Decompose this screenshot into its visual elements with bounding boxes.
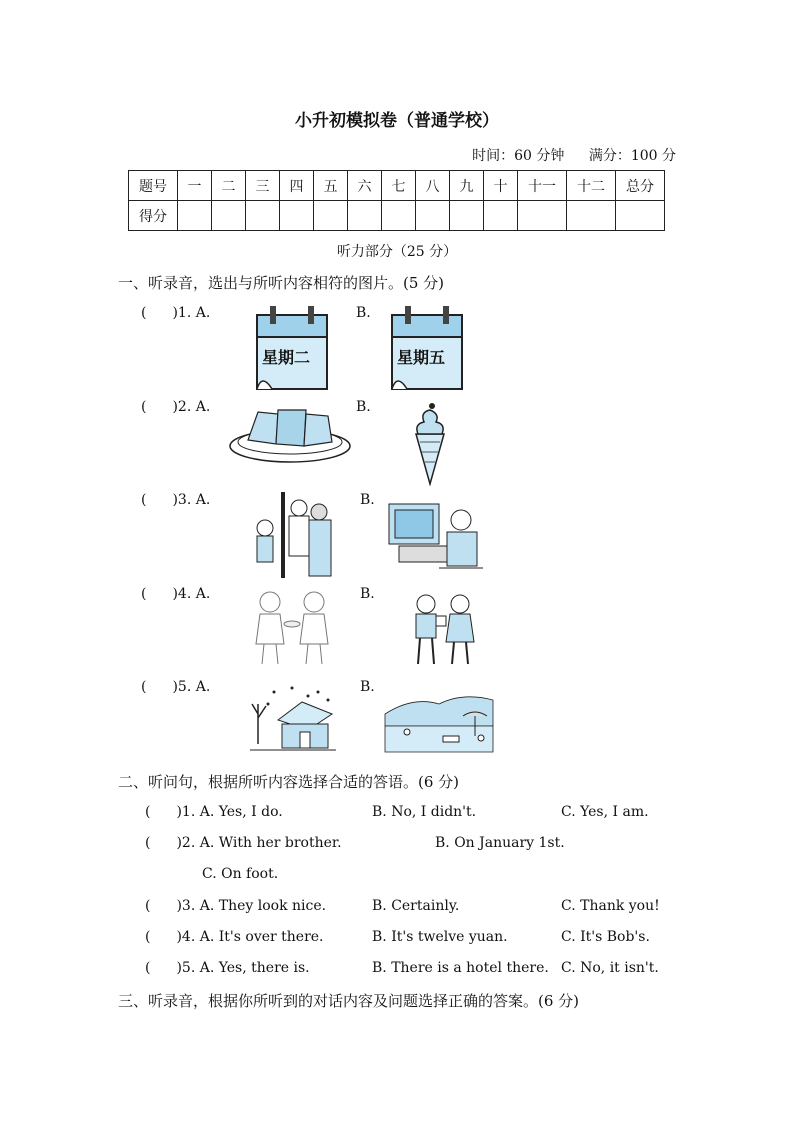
part1-q2: ( )2. A. — [141, 399, 211, 415]
page-title: 小升初模拟卷（普通学校） — [295, 111, 499, 131]
part1-q4-b: B. — [360, 586, 375, 602]
full-score: 满分：100 分 — [588, 148, 676, 164]
score-table-score-row — [129, 201, 665, 231]
score-cell[interactable] — [314, 201, 348, 231]
score-cell[interactable] — [348, 201, 382, 231]
score-col: 九 — [450, 171, 484, 201]
score-cell[interactable] — [416, 201, 450, 231]
score-col: 一 — [178, 171, 212, 201]
part2-q1-c: C. Yes, I am. — [561, 804, 649, 820]
score-row-label: 得分 — [129, 201, 178, 231]
score-col: 五 — [314, 171, 348, 201]
score-col: 十二 — [567, 171, 616, 201]
part1-q2-b: B. — [356, 399, 371, 415]
score-cell[interactable] — [616, 201, 665, 231]
time-limit: 时间：60 分钟 — [472, 148, 565, 164]
score-cell[interactable] — [178, 201, 212, 231]
part2-q5-b: B. There is a hotel there. — [372, 960, 549, 976]
score-col: 三 — [246, 171, 280, 201]
score-col: 七 — [382, 171, 416, 201]
part1-q1: ( )1. A. — [141, 305, 211, 321]
part1-q1-b: B. — [356, 305, 371, 321]
part2-q1-b: B. No, I didn't. — [372, 804, 477, 820]
girl-watching-tv-picture — [385, 502, 485, 576]
part2-q3-c: C. Thank you! — [561, 898, 660, 914]
part2-q3-b: B. Certainly. — [372, 898, 460, 914]
part3-title: 三、听录音，根据你所听到的对话内容及问题选择正确的答案。(6 分) — [118, 992, 580, 1010]
score-col: 十一 — [518, 171, 567, 201]
part2-title: 二、听问句，根据所听内容选择合适的答语。(6 分) — [118, 773, 460, 791]
score-cell[interactable] — [246, 201, 280, 231]
score-cell[interactable] — [280, 201, 314, 231]
part1-q4: ( )4. A. — [141, 586, 211, 602]
score-table-header-row — [129, 171, 665, 201]
score-col: 八 — [416, 171, 450, 201]
score-table — [128, 170, 665, 231]
beach-picture — [383, 686, 495, 754]
kids-gift-picture — [410, 590, 478, 668]
score-cell[interactable] — [212, 201, 246, 231]
score-cell[interactable] — [484, 201, 518, 231]
part1-title: 一、听录音，选出与所听内容相符的图片。(5 分) — [118, 274, 445, 292]
part2-q1: ( )1. A. Yes, I do. — [145, 804, 283, 820]
score-cell[interactable] — [450, 201, 484, 231]
part1-q3: ( )3. A. — [141, 492, 211, 508]
part2-q4-c: C. It's Bob's. — [561, 929, 650, 945]
score-col: 十 — [484, 171, 518, 201]
part2-q2-c: C. On foot. — [202, 866, 279, 882]
score-col: 四 — [280, 171, 314, 201]
snowy-house-picture — [248, 684, 338, 754]
part2-q3: ( )3. A. They look nice. — [145, 898, 327, 914]
score-col: 六 — [348, 171, 382, 201]
family-greeting-picture — [247, 490, 333, 578]
score-col: 二 — [212, 171, 246, 201]
calendar-label-a: 星期二 — [262, 348, 311, 367]
part2-q2: ( )2. A. With her brother. — [145, 835, 342, 851]
calendar-label-b: 星期五 — [397, 348, 446, 367]
score-cell[interactable] — [518, 201, 567, 231]
rice-dumplings-icon — [228, 402, 353, 464]
score-col: 总分 — [616, 171, 665, 201]
score-cell[interactable] — [382, 201, 416, 231]
part1-q5: ( )5. A. — [141, 679, 211, 695]
part2-q2-b: B. On January 1st. — [435, 835, 565, 851]
part1-q3-b: B. — [360, 492, 375, 508]
listening-header: 听力部分（25 分） — [336, 244, 458, 260]
part2-q4-b: B. It's twelve yuan. — [372, 929, 508, 945]
score-cell[interactable] — [567, 201, 616, 231]
part1-q5-b: B. — [360, 679, 375, 695]
part2-q4: ( )4. A. It's over there. — [145, 929, 324, 945]
girls-sharing-picture — [248, 588, 338, 670]
part2-q5-c: C. No, it isn't. — [561, 960, 659, 976]
part2-q5: ( )5. A. Yes, there is. — [145, 960, 310, 976]
score-header-label: 题号 — [129, 171, 178, 201]
exam-meta — [452, 145, 676, 165]
ice-cream-icon — [410, 402, 450, 486]
